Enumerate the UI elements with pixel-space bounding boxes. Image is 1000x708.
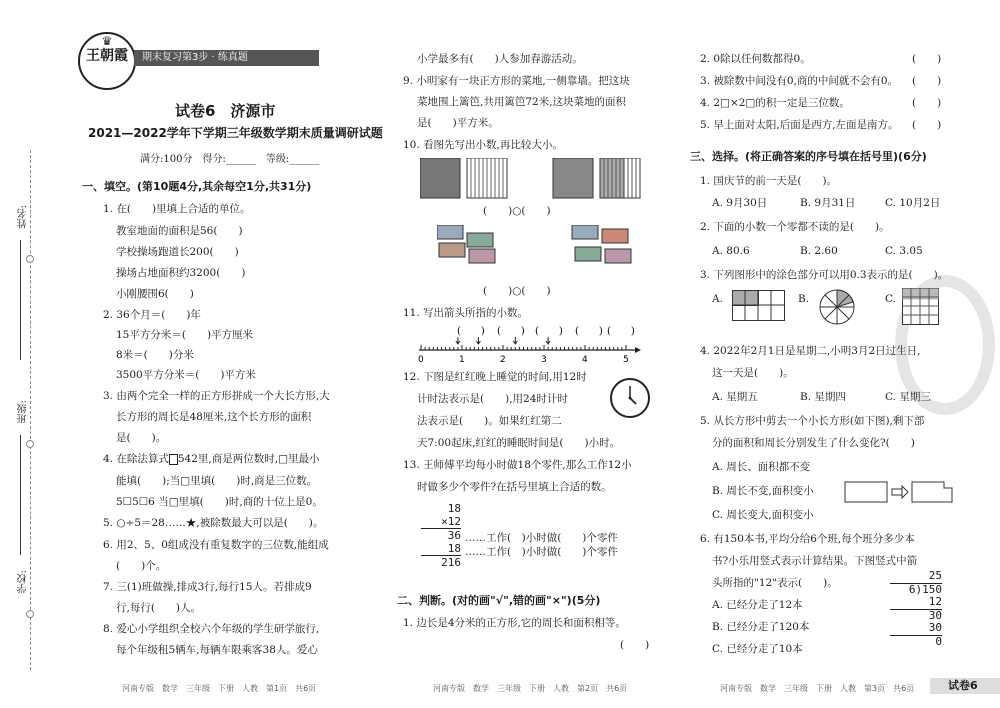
question: 天7:00起床,红红的睡眠时间是( )小时。 xyxy=(417,437,621,449)
nl-arrow-icon xyxy=(546,337,550,344)
answer-paren: ( ) xyxy=(912,53,942,65)
div-row: 0 xyxy=(890,635,942,649)
question: 长方形的周长是48厘米,这个长方形的面积 xyxy=(116,411,312,423)
paper-title: 试卷6 济源市 xyxy=(175,102,276,120)
option: B. 周长不变,面积变小 xyxy=(712,485,814,497)
answer-paren: ( ) xyxy=(912,75,942,87)
question: 操场占地面积约3200( ) xyxy=(116,267,246,279)
option: B. 已经分走了120本 xyxy=(712,621,810,633)
full-square xyxy=(553,158,593,198)
question: 这一天是( )。 xyxy=(712,367,794,379)
pie-option xyxy=(818,288,856,326)
calc-note: ……工作( )小时做( )个零件 xyxy=(465,532,618,544)
page-3 xyxy=(690,0,1000,708)
question: 5. 从长方形中剪去一个小长方形(如下图),剩下部 xyxy=(700,415,925,427)
question: 书?小乐用竖式表示计算结果。下图竖式中箭 xyxy=(712,555,918,567)
answer-paren: ( ) xyxy=(912,97,942,109)
answer-paren: ( ) xyxy=(912,119,942,131)
question: 12. 下图是红红晚上睡觉的时间,用12时 xyxy=(403,371,587,383)
question: 每个年级租5辆车,每辆车限乘客38人。爱心 xyxy=(116,644,318,656)
striped-square xyxy=(467,158,507,198)
calc-row: 36 xyxy=(447,529,461,542)
nl-arrowhead xyxy=(635,347,641,353)
logo-text: 王朝霞 xyxy=(86,48,128,64)
compare-blank: ( )○( ) xyxy=(483,205,551,217)
question: 9. 小明家有一块正方形的菜地,一侧靠墙。把这块 xyxy=(403,75,630,87)
question: 3. 被除数中间没有0,商的中间就不会有0。 xyxy=(700,75,899,87)
div-row: 25 xyxy=(928,569,942,582)
question: 5. ○÷5＝28……★,被除数最大可以是( )。 xyxy=(103,517,324,529)
banknote-icon xyxy=(572,225,631,263)
question: 1. 国庆节的前一天是( )。 xyxy=(700,175,838,187)
nl-blank: ( ) xyxy=(607,326,635,337)
page-footer: 河南专版 数学 三年级 下册 人教 第1页 共6页 xyxy=(122,684,317,693)
option: C. 星期三 xyxy=(885,391,931,403)
option: A. 9月30日 xyxy=(712,197,768,209)
question xyxy=(103,452,320,466)
question: 学校操场跑道长200( ) xyxy=(116,246,239,258)
binding-class-label: 班级: xyxy=(18,400,29,424)
question: 8米＝( )分米 xyxy=(116,349,194,361)
calc-row: 18 xyxy=(447,502,461,515)
question: 3500平方分米＝( )平方米 xyxy=(116,369,256,381)
nl-tick-label: 5 xyxy=(623,355,629,364)
question: 是( )平方米。 xyxy=(417,117,499,129)
question: 5. 早上面对太阳,后面是西方,左面是南方。 xyxy=(700,119,899,131)
cut-rectangle-figure xyxy=(844,478,954,504)
question: 8. 爱心小学组织全校六个年级的学生研学旅行, xyxy=(103,623,320,635)
nl-blank: ( ) xyxy=(497,326,525,337)
nl-blank: ( ) xyxy=(575,326,603,337)
question: 4. 2022年2月1日是星期二,小明3月2日过生日, xyxy=(700,345,921,357)
binding-school-label: 学校: xyxy=(18,570,29,594)
question: 4. 2□×2□的积一定是三位数。 xyxy=(700,97,850,109)
nl-tick-label: 1 xyxy=(459,355,465,364)
rect-grid-option xyxy=(732,290,787,322)
binding-hole xyxy=(26,610,34,618)
option: C. 10月2日 xyxy=(885,197,941,209)
question: 3. 由两个完全一样的正方形拼成一个大长方形,大 xyxy=(103,390,330,402)
option: A. 已经分走了12本 xyxy=(712,599,803,611)
question: 11. 写出箭头所指的小数。 xyxy=(403,307,529,319)
option: B. xyxy=(798,293,810,305)
option: A. 周长、面积都不变 xyxy=(712,461,811,473)
question: 是( )。 xyxy=(116,432,167,444)
section-1-title: 一、填空。(第10题4分,其余每空1分,共31分) xyxy=(82,180,312,193)
option: B. 2.60 xyxy=(800,245,838,257)
question: 头所指的"12"表示( )。 xyxy=(712,577,838,589)
paper-badge: 试卷6 xyxy=(930,678,1000,694)
header-banner: 期末复习第3步 · 练真题 xyxy=(134,50,319,66)
square-grid-option xyxy=(902,288,940,326)
question: 6. 有150本书,平均分给6个班,每个班分多少本 xyxy=(700,533,915,545)
q4-text: 4. 在除法算式 xyxy=(103,453,169,465)
div-row: 12 xyxy=(928,595,942,608)
calc-row: ×12 xyxy=(421,515,461,529)
money-pictures xyxy=(437,225,637,267)
nl-blank: ( ) xyxy=(535,326,563,337)
long-division xyxy=(890,570,942,648)
question: 小刚腰围6( ) xyxy=(116,288,194,300)
banknote-icon xyxy=(437,225,495,263)
option: C. 3.05 xyxy=(885,245,923,257)
calc-row: 216 xyxy=(441,556,461,569)
brand-logo xyxy=(78,32,136,90)
option: B. 星期四 xyxy=(800,391,846,403)
full-square xyxy=(420,158,460,198)
crown-icon: ♛ xyxy=(101,34,113,48)
question: 行,每行( )人。 xyxy=(116,602,202,614)
page-2 xyxy=(395,0,690,708)
div-row: 6)150 xyxy=(890,583,942,597)
q4-text: 542里,商是两位数时,□里最小 xyxy=(177,453,320,465)
question: 分的面积和周长分别发生了什么变化?( ) xyxy=(712,437,915,449)
option: C. 周长变大,面积变小 xyxy=(712,509,814,521)
option: C. xyxy=(885,293,896,305)
score-line: 满分:100分 得分:______ 等级:______ xyxy=(140,154,320,165)
nl-arrow-icon xyxy=(476,337,480,344)
question: 3. 下列图形中的涂色部分可以用0.3表示的是( )。 xyxy=(700,269,949,281)
question: 2. 36个月＝( )年 xyxy=(103,309,201,321)
blank-box xyxy=(169,454,178,465)
div-row: 30 xyxy=(890,609,942,623)
nl-tick-label: 4 xyxy=(582,355,588,364)
calc-row: 18 xyxy=(421,542,461,556)
question: 法表示是( )。如果红红第二 xyxy=(417,415,562,427)
nl-tick-label: 0 xyxy=(418,355,424,364)
nl-blank: ( ) xyxy=(457,326,485,337)
question: 7. 三(1)班做操,排成3行,每行15人。若排成9 xyxy=(103,581,312,593)
question: 能填( );当□里填( )时,商是三位数。 xyxy=(116,475,318,487)
option: A. 星期五 xyxy=(712,391,758,403)
binding-name-label: 姓名: xyxy=(18,205,29,229)
question: 时做多少个零件?在括号里填上合适的数。 xyxy=(417,481,612,493)
paper-subtitle: 2021—2022学年下学期三年级数学期末质量调研试题 xyxy=(88,126,383,140)
question: 1. 在( )里填上合适的单位。 xyxy=(103,203,251,215)
clock-icon xyxy=(610,378,650,418)
binding-name-line xyxy=(20,240,21,360)
question: 菜地围上篱笆,共用篱笆72米,这块菜地的面积 xyxy=(417,96,627,108)
option: B. 9月31日 xyxy=(800,197,856,209)
option: A. 80.6 xyxy=(712,245,750,257)
arrow-right-icon xyxy=(892,486,908,498)
section-3-title: 三、选择。(将正确答案的序号填在括号里)(6分) xyxy=(690,150,927,163)
option: A. xyxy=(712,293,723,305)
question: 10. 看图先写出小数,再比较大小。 xyxy=(403,139,563,151)
section-2-title: 二、判断。(对的画"√",错的画"×")(5分) xyxy=(397,594,601,607)
question: 2. 0除以任何数都得0。 xyxy=(700,53,811,65)
nl-tick-label: 2 xyxy=(500,355,506,364)
question: 5☐5☐6 当□里填( )时,商的十位上是0。 xyxy=(116,496,323,508)
question: 教室地面的面积是56( ) xyxy=(116,225,243,237)
number-line xyxy=(417,322,657,364)
question: 计时法表示是( ),用24时计时 xyxy=(417,393,568,405)
nl-arrow-icon xyxy=(456,337,460,344)
vertical-multiplication xyxy=(421,502,461,569)
page-1 xyxy=(0,0,395,708)
question: 1. 边长是4分米的正方形,它的周长和面积相等。 xyxy=(403,617,626,629)
answer-paren: ( ) xyxy=(620,639,650,651)
page-footer: 河南专版 数学 三年级 下册 人教 第3页 共6页 xyxy=(720,684,915,693)
question: ( )个。 xyxy=(116,560,167,572)
question: 6. 用2、5、0组成没有重复数字的三位数,能组成 xyxy=(103,539,329,551)
question: 2. 下面的小数一个零都不读的是( )。 xyxy=(700,221,890,233)
nl-arrow-icon xyxy=(513,337,517,344)
binding-class-line xyxy=(20,435,21,555)
page-footer: 河南专版 数学 三年级 下册 人教 第2页 共6页 xyxy=(433,684,628,693)
question: 13. 王师傅平均每小时做18个零件,那么工作12小 xyxy=(403,459,632,471)
calc-note: ……工作( )小时做( )个零件 xyxy=(465,546,618,558)
compare-blank: ( )○( ) xyxy=(483,285,551,297)
striped-square xyxy=(600,158,640,198)
decimal-grids xyxy=(420,158,660,200)
question: 小学最多有( )人参加春游活动。 xyxy=(417,53,583,65)
binding-hole xyxy=(26,255,34,263)
nl-tick-label: 3 xyxy=(541,355,547,364)
question: 15平方分米＝( )平方厘米 xyxy=(116,329,254,341)
div-row: 30 xyxy=(928,621,942,634)
binding-hole xyxy=(26,440,34,448)
option: C. 已经分走了10本 xyxy=(712,643,803,655)
